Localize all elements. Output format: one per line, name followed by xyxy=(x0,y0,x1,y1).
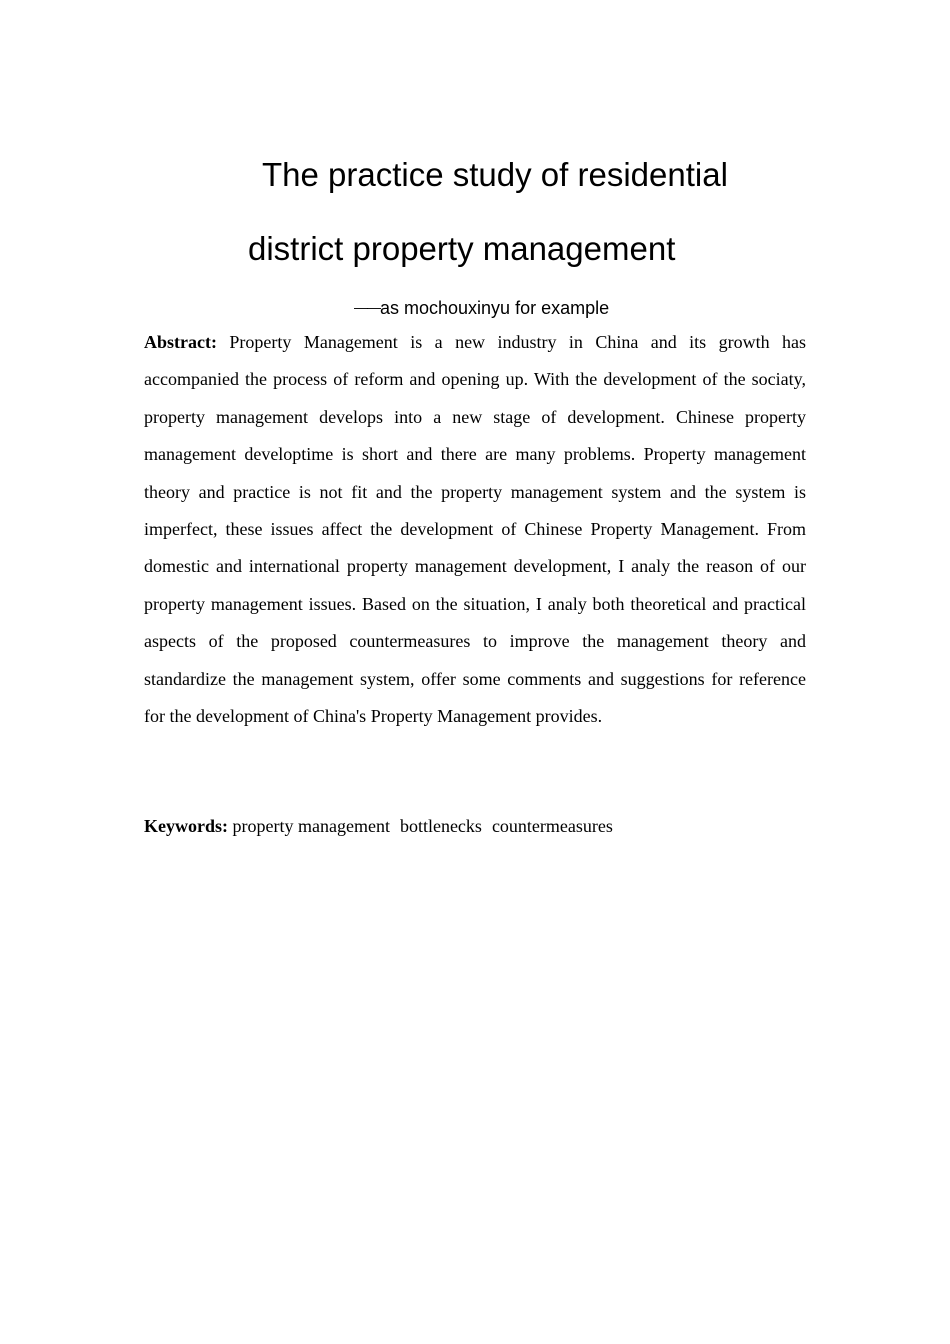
abstract-paragraph xyxy=(144,324,806,735)
abstract-body: Property Management is a new industry in China and its growth has accompanied the process of reform and opening up. With the development of the sociaty, property management develops into a new stage of development. Chinese property management developtime is short and there are many problems. Property management theory and practice is not fit and the property management system and the system is imperfect, these issues affect the development of Chinese Property Management. From domestic and international property management development, I analy the reason of our property management issues. Based on the situation, I analy both theoretical and practical aspects of the proposed countermeasures to improve the management theory and standardize the management system, offer some comments and suggestions for reference for the development of China's Property Management provides. xyxy=(144,332,807,727)
document-title-line-2: district property management xyxy=(248,230,676,267)
keyword-item: countermeasures xyxy=(491,816,613,836)
document-subtitle xyxy=(354,296,609,319)
subtitle-text: as mochouxinyu for example xyxy=(380,298,610,318)
subtitle-dash: —— xyxy=(354,299,380,315)
abstract-label: Abstract: xyxy=(144,332,217,352)
document-title-line-1: The practice study of residential xyxy=(262,156,728,193)
keyword-item: bottlenecks xyxy=(399,816,482,836)
keywords-line xyxy=(144,808,806,845)
keyword-item: property management xyxy=(232,816,390,836)
keywords-label: Keywords: xyxy=(144,816,228,836)
